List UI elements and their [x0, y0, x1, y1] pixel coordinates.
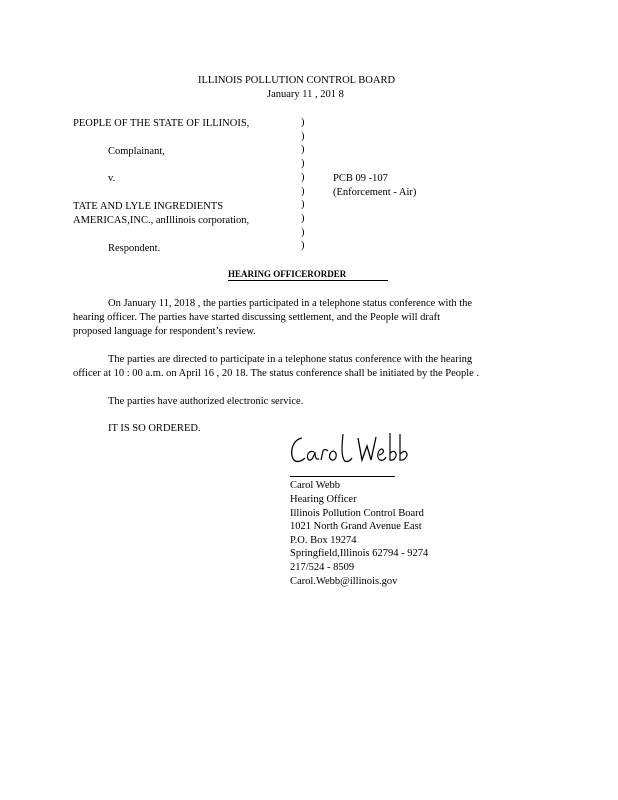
caption-paren: ): [301, 144, 305, 156]
caption-paren: ): [301, 240, 305, 252]
caption-paren: ): [301, 212, 305, 224]
title-underline: [228, 280, 388, 281]
board-name: ILLINOIS POLLUTION CONTROL BOARD: [198, 75, 396, 86]
defendant-name-line2: AMERICAS,INC., anIllinois corporation,: [73, 215, 250, 226]
para2-line2: officer at 10 : 00 a.m. on April 16 , 20 18. The status conference shall be initiated by the People .: [73, 368, 480, 379]
signature-line: [290, 476, 395, 477]
para3: The parties have authorized electronic service.: [108, 396, 304, 407]
signer-city: Springfield,Illinois 62794 - 9274: [290, 548, 429, 559]
para1-line2: hearing officer. The parties have started discussing settlement, and the People will draft: [73, 312, 441, 323]
signer-title: Hearing Officer: [290, 494, 357, 505]
case-type: (Enforcement - Air): [333, 187, 417, 198]
so-ordered: IT IS SO ORDERED.: [108, 423, 201, 434]
document-title: HEARING OFFICERORDER: [228, 269, 347, 279]
caption-paren: ): [301, 171, 305, 183]
caption-paren: ): [301, 199, 305, 211]
handwritten-signature: [288, 430, 413, 470]
caption-paren: ): [301, 117, 305, 128]
plaintiff-name: PEOPLE OF THE STATE OF ILLINOIS,: [73, 118, 250, 129]
complainant-label: Complainant,: [108, 146, 165, 157]
caption-paren: ): [301, 185, 305, 197]
caption-paren: ): [301, 158, 305, 170]
caption-paren: ): [301, 130, 305, 142]
signer-email: Carol.Webb@illinois.gov: [290, 576, 398, 587]
para1-line3: proposed language for respondent’s review.: [73, 326, 256, 337]
para2-line1: The parties are directed to participate in a telephone status conference with the hearing: [108, 354, 473, 365]
defendant-name-line1: TATE AND LYLE INGREDIENTS: [73, 201, 224, 212]
order-date: January 11 , 201 8: [267, 89, 344, 100]
signer-agency: Illinois Pollution Control Board: [290, 508, 424, 519]
signer-pobox: P.O. Box 19274: [290, 535, 357, 546]
respondent-label: Respondent.: [108, 243, 161, 254]
caption-paren: ): [301, 226, 305, 238]
signer-name: Carol Webb: [290, 480, 340, 491]
para1-line1: On January 11, 2018 , the parties participated in a telephone status conference with the: [108, 298, 473, 309]
signer-phone: 217/524 - 8509: [290, 562, 355, 573]
case-number: PCB 09 -107: [333, 173, 388, 184]
signer-street: 1021 North Grand Avenue East: [290, 521, 422, 532]
versus-label: v.: [108, 173, 116, 184]
